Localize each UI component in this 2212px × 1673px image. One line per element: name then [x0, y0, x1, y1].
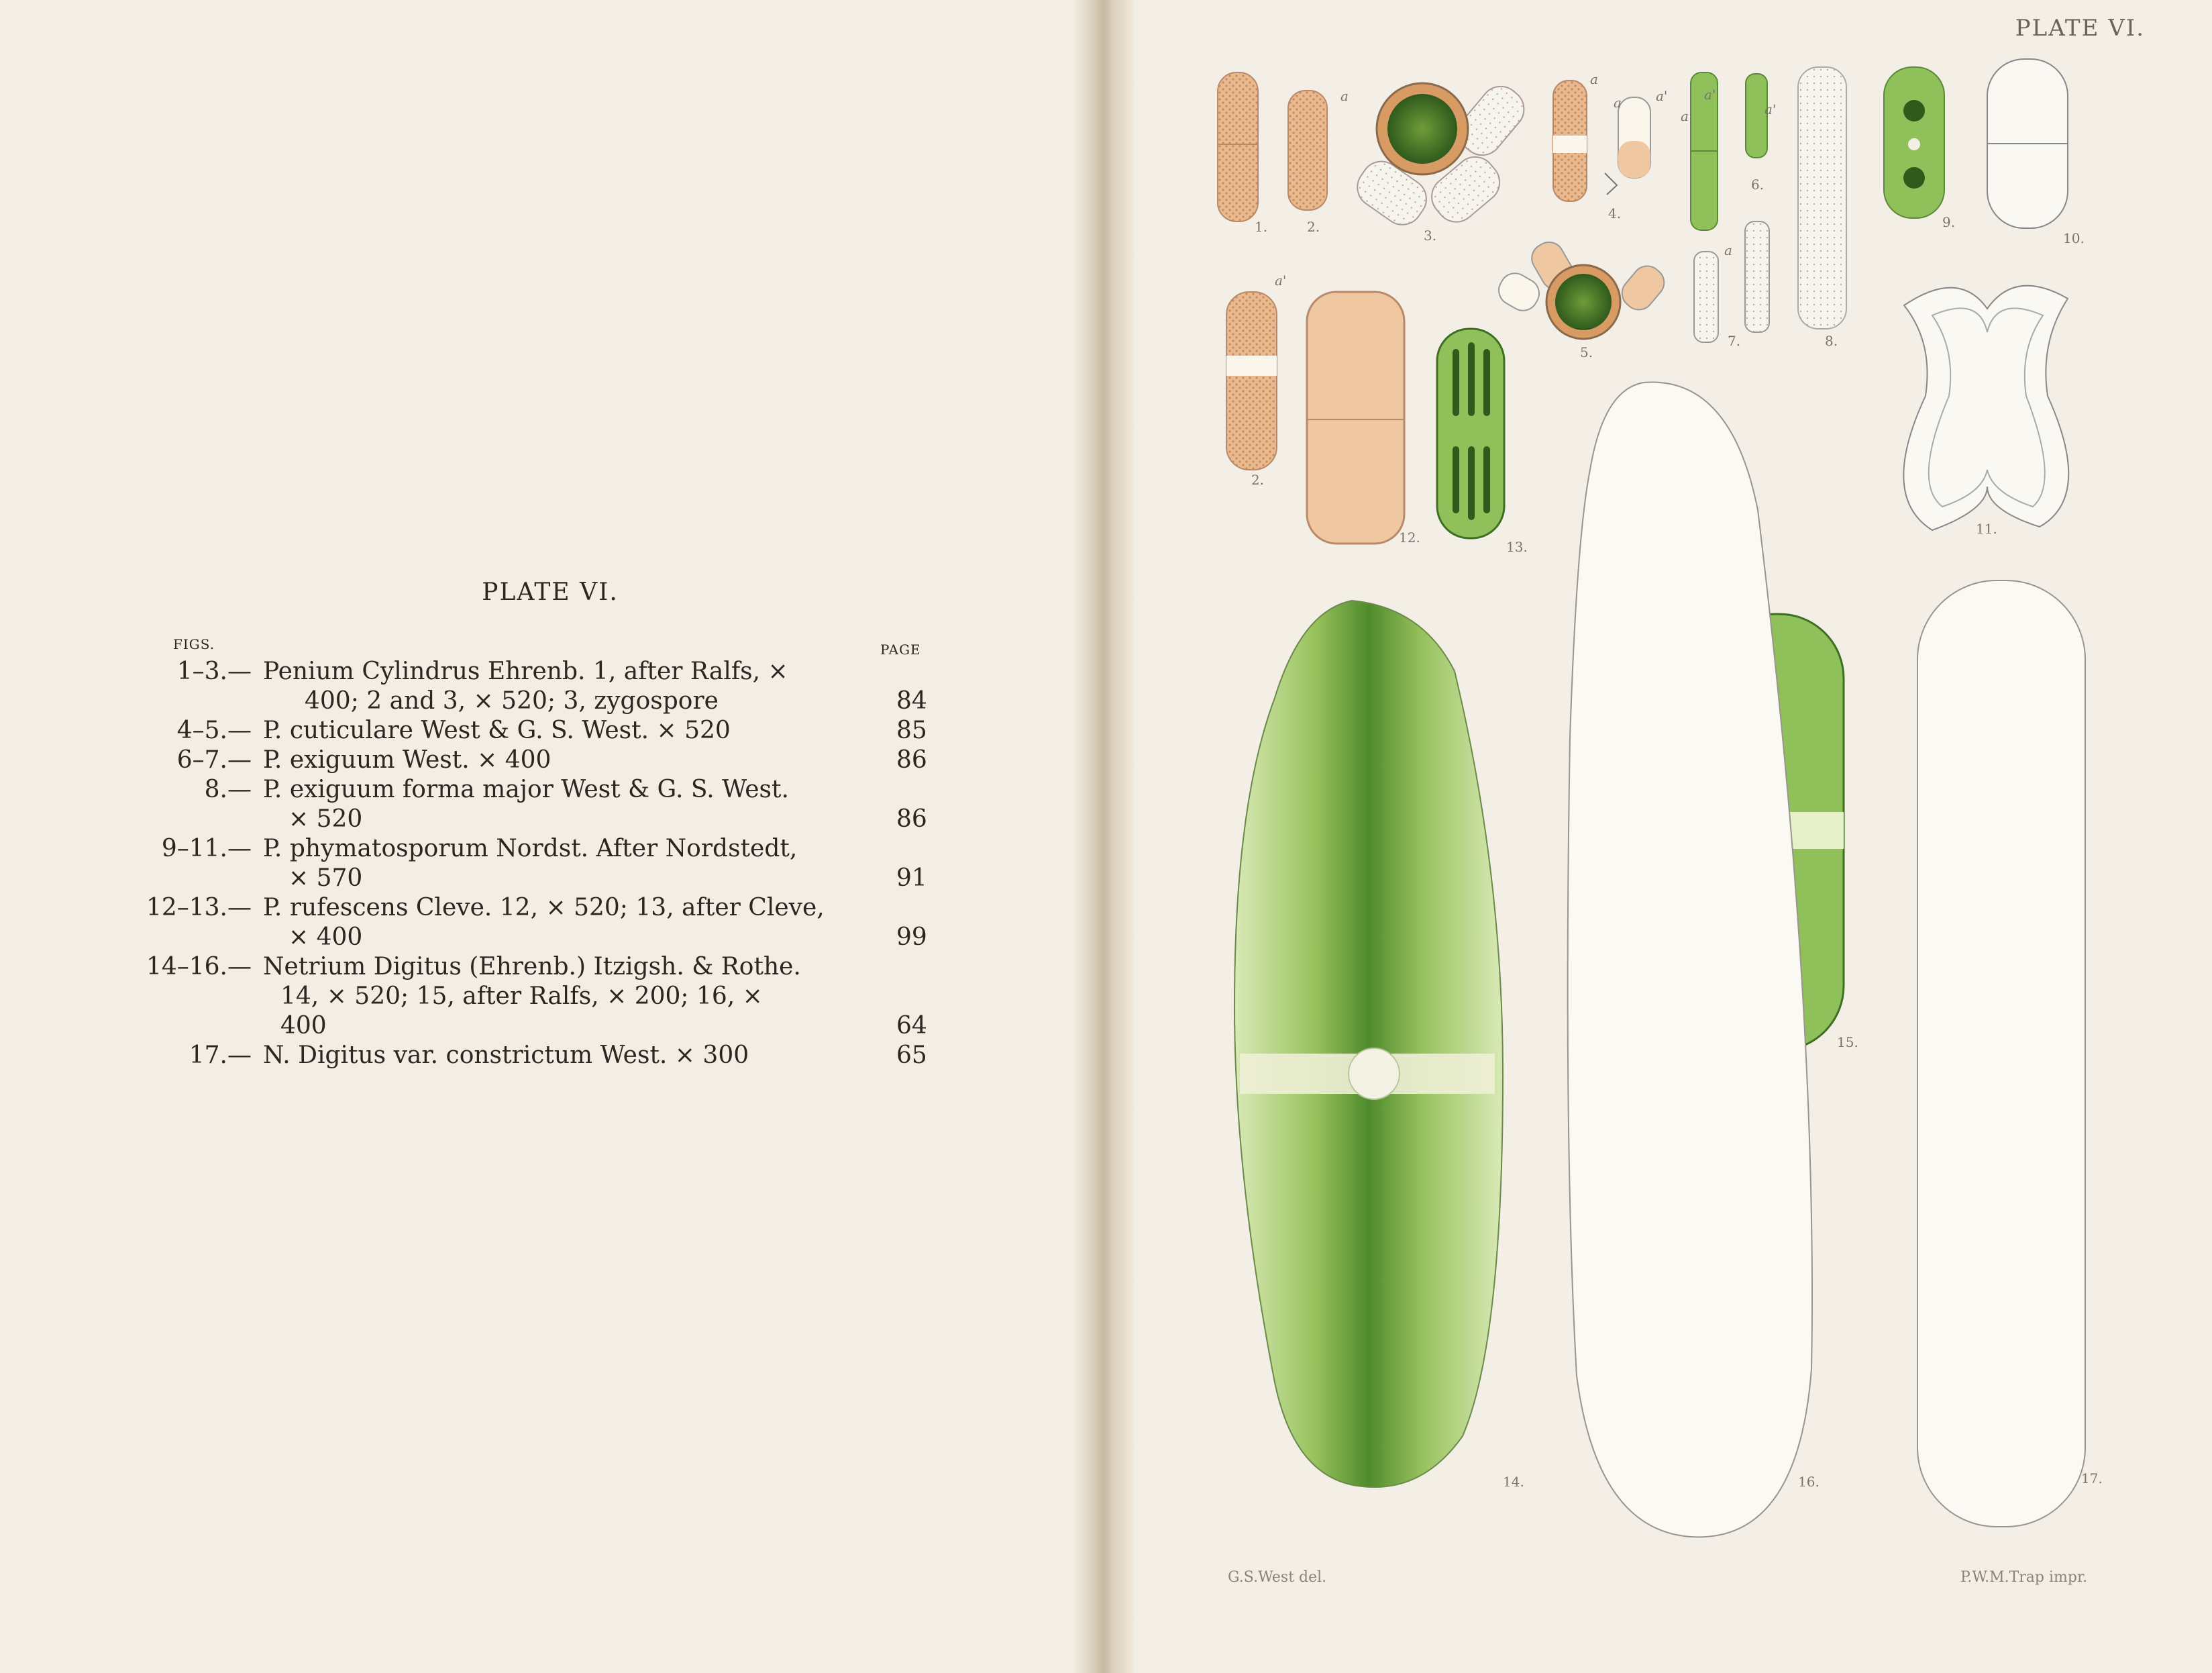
entry-figs: 8.—: [204, 776, 252, 803]
subfig-letter: a: [1724, 242, 1732, 258]
fig-label-12: 12.: [1399, 529, 1420, 546]
plate-label: PLATE VI.: [2015, 15, 2145, 42]
entry-text: P. rufescens Cleve. 12, × 520; 13, after Cleve,: [263, 894, 825, 921]
fig-label-9: 9.: [1942, 214, 1956, 230]
entry-figs: 6–7.—: [176, 746, 252, 774]
figure-6: [1691, 72, 1767, 230]
fig-label-3: 3.: [1424, 227, 1437, 244]
figure-16: [1568, 383, 1812, 1537]
fig-label-15: 15.: [1837, 1034, 1858, 1050]
fig-label-7: 7.: [1728, 333, 1741, 349]
entry-text-cont: × 400: [288, 923, 363, 951]
subfig-letter: a: [1340, 88, 1349, 104]
subfig-letter: a: [1681, 108, 1689, 124]
entry-text: N. Digitus var. constrictum West. × 300: [263, 1042, 749, 1069]
fig-label-16: 16.: [1798, 1474, 1820, 1490]
figure-12: [1307, 292, 1404, 544]
fig-label-2: 2.: [1307, 219, 1320, 235]
figs-column-header: FIGS.: [173, 636, 215, 652]
artist-credit: G.S.West del.: [1228, 1569, 1327, 1586]
entry-figs: 14–16.—: [146, 953, 252, 980]
entry-text: P. exiguum forma major West & G. S. West.: [263, 776, 789, 803]
figure-11: [1903, 286, 2068, 530]
fig-label-17: 17.: [2081, 1470, 2103, 1486]
entry-figs: 9–11.—: [161, 835, 252, 862]
entry-page: 65: [896, 1042, 927, 1069]
figure-3: [1350, 79, 1532, 233]
figure-13: [1437, 329, 1504, 538]
entry-text-cont: × 570: [288, 864, 363, 892]
entry-page: 86: [896, 746, 927, 774]
fig-label-2-second: 2.: [1251, 472, 1265, 488]
figure-1: [1218, 72, 1258, 221]
entry-text: Penium Cylindrus Ehrenb. 1, after Ralfs, ×: [263, 658, 788, 685]
figure-2: [1288, 91, 1327, 210]
fig-label-13: 13.: [1506, 539, 1528, 555]
fig-label-8: 8.: [1825, 333, 1838, 349]
figure-10: [1987, 59, 2068, 228]
subfig-letter: a: [1614, 95, 1622, 111]
entry-figs: 17.—: [189, 1042, 252, 1069]
fig-label-1: 1.: [1255, 219, 1268, 235]
subfig-letter: a': [1765, 101, 1777, 117]
figure-9: [1884, 67, 1944, 218]
subfig-letter: a': [1275, 272, 1287, 289]
entry-page: 64: [896, 1012, 927, 1040]
fig-label-14: 14.: [1503, 1474, 1524, 1490]
plate-heading: PLATE VI.: [482, 578, 619, 606]
entry-figs: 4–5.—: [176, 717, 252, 744]
page-column-header: PAGE: [880, 642, 921, 658]
figure-8: [1798, 67, 1846, 329]
figure-14: [1234, 601, 1503, 1487]
fig-label-6: 6.: [1751, 176, 1765, 193]
entry-text: P. exiguum West. × 400: [263, 746, 551, 774]
subfig-letter: a: [1590, 71, 1598, 87]
fig-label-10: 10.: [2063, 230, 2085, 246]
entry-text: P. cuticulare West & G. S. West. × 520: [263, 717, 731, 744]
entry-figs: 1–3.—: [176, 658, 252, 685]
entry-text-cont: 400: [280, 1012, 327, 1040]
entry-page: 99: [896, 923, 927, 951]
entry-text: Netrium Digitus (Ehrenb.) Itzigsh. & Rothe.: [263, 953, 801, 980]
figure-5: [1493, 237, 1670, 339]
fig-label-11: 11.: [1976, 521, 1997, 537]
figure-2-second: [1226, 292, 1277, 470]
entry-page: 86: [896, 805, 927, 833]
entry-page: 85: [896, 717, 927, 744]
entry-text-cont: 14, × 520; 15, after Ralfs, × 200; 16, ×: [280, 982, 763, 1010]
entry-page: 91: [896, 864, 927, 892]
entry-page: 84: [896, 687, 927, 715]
entry-figs: 12–13.—: [146, 894, 252, 921]
entry-text-cont: × 520: [288, 805, 363, 833]
figure-4: [1553, 81, 1650, 201]
figure-17: [1917, 580, 2085, 1527]
figure-7: [1694, 221, 1769, 342]
entry-text-cont: 400; 2 and 3, × 520; 3, zygospore: [305, 687, 719, 715]
entry-text: P. phymatosporum Nordst. After Nordstedt,: [263, 835, 798, 862]
fig-label-4: 4.: [1608, 205, 1622, 221]
subfig-letter: a': [1704, 87, 1716, 103]
fig-label-5: 5.: [1580, 344, 1593, 360]
subfig-letter: a': [1656, 88, 1668, 104]
printer-credit: P.W.M.Trap impr.: [1960, 1569, 2088, 1586]
